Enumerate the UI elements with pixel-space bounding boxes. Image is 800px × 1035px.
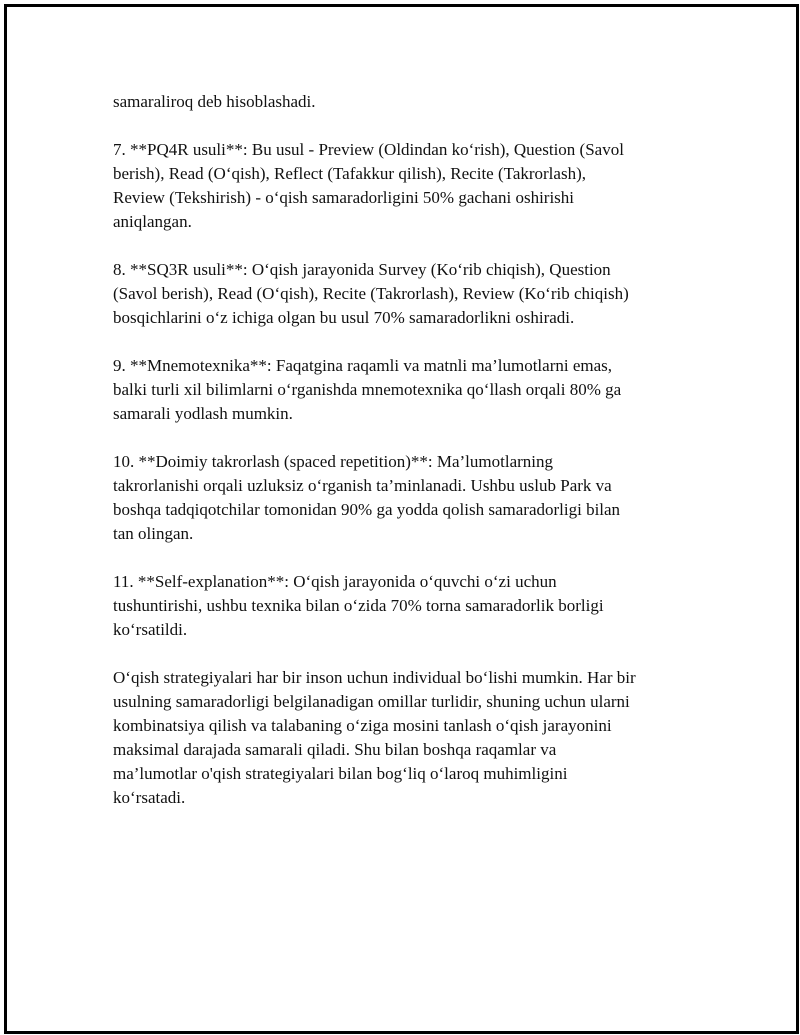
text-line: (Savol berish), Read (O‘qish), Recite (Takrorlash), Review (Ko‘rib chiqish) bbox=[113, 284, 629, 303]
text-line: takrorlanishi orqali uzluksiz o‘rganish ta’minlanadi. Ushbu uslub Park va bbox=[113, 476, 612, 495]
text-line: ko‘rsatadi. bbox=[113, 788, 186, 807]
text-line: 7. **PQ4R usuli**: Bu usul - Preview (Oldindan ko‘rish), Question (Savol bbox=[113, 140, 624, 159]
document-body bbox=[113, 90, 693, 834]
text-line: 8. **SQ3R usuli**: O‘qish jarayonida Survey (Ko‘rib chiqish), Question bbox=[113, 260, 611, 279]
text-line: ma’lumotlar o'qish strategiyalari bilan bog‘liq o‘laroq muhimligini bbox=[113, 764, 568, 783]
paragraph-pq4r bbox=[113, 138, 693, 234]
paragraph-spaced-repetition bbox=[113, 450, 693, 546]
paragraph-conclusion bbox=[113, 666, 693, 810]
text-line: 9. **Mnemotexnika**: Faqatgina raqamli va matnli ma’lumotlarni emas, bbox=[113, 356, 613, 375]
paragraph-self-explanation bbox=[113, 570, 693, 642]
text-line: tan olingan. bbox=[113, 524, 194, 543]
text-line: 11. **Self-explanation**: O‘qish jarayonida o‘quvchi o‘zi uchun bbox=[113, 572, 557, 591]
text-line: samarali yodlash mumkin. bbox=[113, 404, 293, 423]
text-line: ko‘rsatildi. bbox=[113, 620, 188, 639]
text-line: Review (Tekshirish) - o‘qish samaradorligini 50% gachani oshirishi bbox=[113, 188, 575, 207]
text-line: usulning samaradorligi belgilanadigan omillar turlidir, shuning uchun ularni bbox=[113, 692, 630, 711]
paragraph-mnemotexnika bbox=[113, 354, 693, 426]
text-line: boshqa tadqiqotchilar tomonidan 90% ga yodda qolish samaradorligi bilan bbox=[113, 500, 621, 519]
text-line: O‘qish strategiyalari har bir inson uchun individual bo‘lishi mumkin. Har bir bbox=[113, 668, 636, 687]
text-line: samaraliroq deb hisoblashadi. bbox=[113, 92, 316, 111]
paragraph-sq3r bbox=[113, 258, 693, 330]
text-line: balki turli xil bilimlarni o‘rganishda mnemotexnika qo‘llash orqali 80% ga bbox=[113, 380, 622, 399]
text-line: aniqlangan. bbox=[113, 212, 192, 231]
text-line: berish), Read (O‘qish), Reflect (Tafakkur qilish), Recite (Takrorlash), bbox=[113, 164, 586, 183]
text-line: kombinatsiya qilish va talabaning o‘ziga mosini tanlash o‘qish jarayonini bbox=[113, 716, 612, 735]
paragraph-intro-tail bbox=[113, 90, 693, 114]
text-line: bosqichlarini o‘z ichiga olgan bu usul 70% samaradorlikni oshiradi. bbox=[113, 308, 575, 327]
text-line: 10. **Doimiy takrorlash (spaced repetition)**: Ma’lumotlarning bbox=[113, 452, 554, 471]
text-line: tushuntirishi, ushbu texnika bilan o‘zida 70% torna samaradorlik borligi bbox=[113, 596, 604, 615]
text-line: maksimal darajada samarali qiladi. Shu bilan boshqa raqamlar va bbox=[113, 740, 557, 759]
